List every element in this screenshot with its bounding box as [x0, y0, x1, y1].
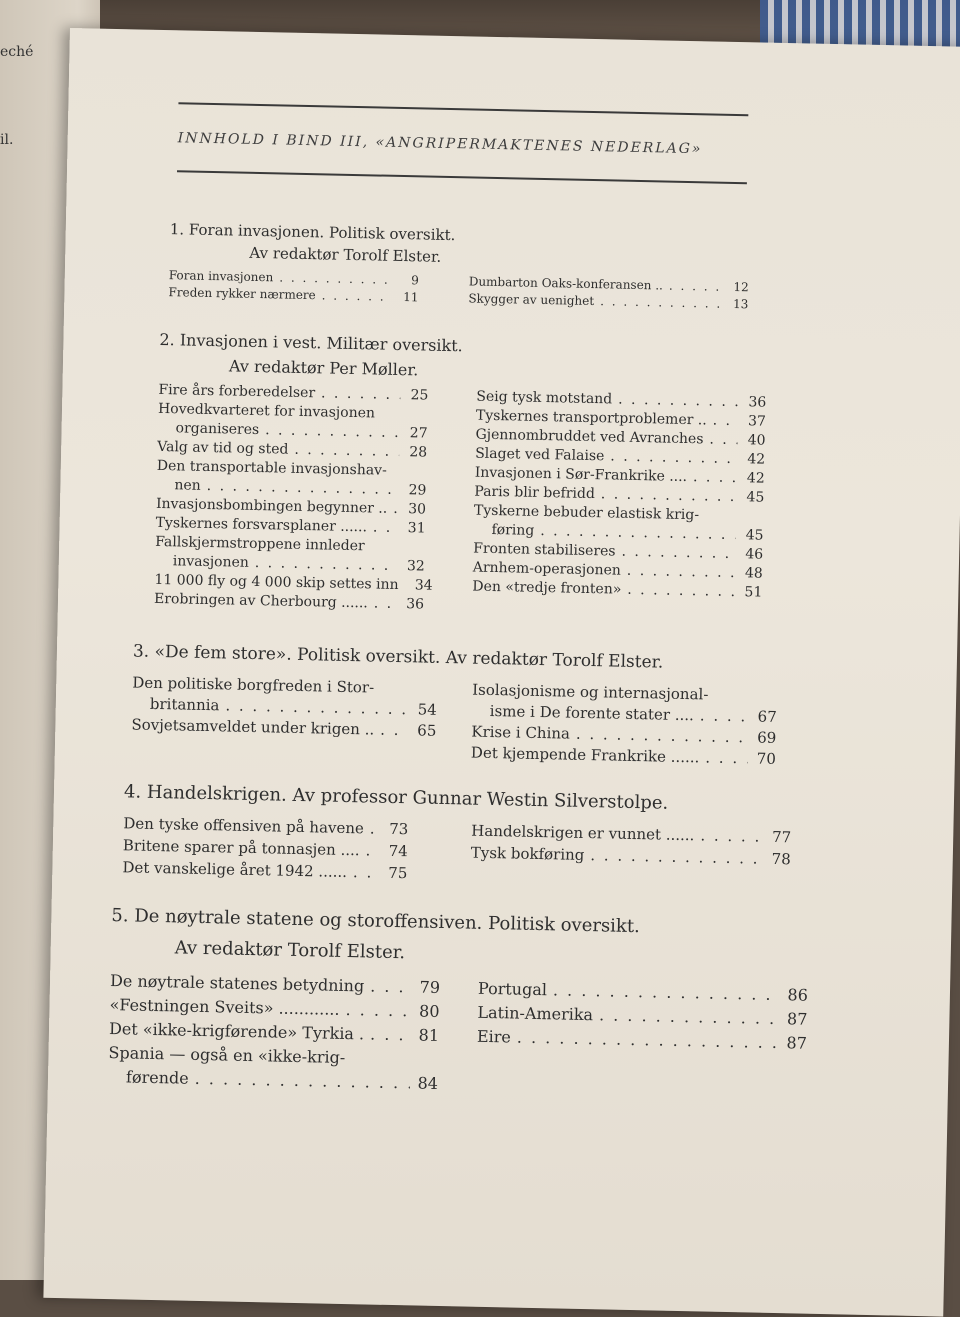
- header-rule-top: [178, 102, 748, 116]
- toc-entry-page: 69: [754, 728, 776, 746]
- leader-dots: [393, 501, 398, 517]
- leader-dots: [345, 1000, 411, 1020]
- section-title: 3. «De fem store». Politisk oversikt. Av redaktør Torolf Elster.: [133, 641, 793, 675]
- section-title: 1. Foran invasjonen. Politisk oversikt.: [170, 220, 760, 250]
- toc-entry: [122, 858, 407, 886]
- toc-column-right: [472, 389, 766, 604]
- toc-entry-title: Handelskrigen er vunnet ......: [471, 822, 695, 845]
- toc-entry-title: De nøytrale statenes betydning: [110, 971, 365, 995]
- toc-entry-title: invasjonen: [173, 553, 249, 571]
- toc-entry-title: Hovedkvarteret for invasjonen: [158, 401, 375, 422]
- leader-dots: [321, 385, 401, 403]
- toc-entry-title: Den tyske offensiven på havene: [123, 814, 364, 837]
- background-fragment: eché: [0, 44, 33, 60]
- toc-entry-page: 25: [406, 387, 428, 403]
- leader-dots: [322, 288, 391, 303]
- toc-entry-title: Britene sparer på tonnasjen ....: [123, 836, 360, 859]
- leader-dots: [380, 721, 408, 740]
- toc-column-right: [468, 274, 749, 314]
- leader-dots: [713, 413, 739, 430]
- toc-entry-page: 12: [727, 280, 749, 294]
- toc-entry-title: Krise i China: [471, 723, 570, 743]
- toc-entry-title: Tyskernes forsvarsplaner ......: [155, 515, 367, 535]
- toc-entry-title: Erobringen av Cherbourg ......: [154, 591, 368, 611]
- toc-entry-page: 70: [754, 749, 776, 767]
- toc-entry-page: 80: [417, 1001, 439, 1020]
- toc-entry-page: 78: [769, 850, 791, 868]
- toc-entry-title: Skygger av uenighet: [468, 291, 594, 308]
- toc-entry-page: 42: [743, 470, 765, 486]
- leader-dots: [576, 725, 749, 747]
- section-title: 2. Invasjonen i vest. Militær oversikt.: [159, 330, 779, 362]
- toc-entry-page: 77: [769, 828, 791, 846]
- toc-entry-page: 31: [403, 520, 425, 536]
- leader-dots: [627, 563, 735, 581]
- toc-entry-title: Seig tysk motstand: [476, 389, 612, 408]
- leader-dots: [553, 980, 780, 1004]
- toc-entry-page: 28: [405, 444, 427, 460]
- toc-entry-page: 48: [741, 565, 763, 581]
- leader-dots: [600, 294, 721, 311]
- toc-entry-title: Foran invasjonen: [169, 268, 274, 284]
- toc-entry-title: Tyskerne bebuder elastisk krig-: [474, 503, 699, 524]
- toc-entry-page: 9: [397, 273, 419, 287]
- leader-dots: [365, 841, 380, 859]
- toc-column-left: [154, 382, 429, 616]
- toc-entry-title: britannia: [150, 695, 220, 714]
- toc-entry-title: Portugal: [478, 979, 547, 999]
- toc-section-2: [154, 330, 780, 625]
- toc-entry-title: Det kjempende Frankrike ......: [471, 744, 700, 767]
- toc-entry-page: 51: [740, 584, 762, 600]
- toc-entry-page: 45: [742, 489, 764, 505]
- toc-entry-page: 79: [418, 978, 440, 997]
- toc-entry-page: 40: [743, 432, 765, 448]
- toc-entry-page: 75: [385, 864, 407, 882]
- toc-entry-page: 73: [386, 820, 408, 838]
- toc-entry-title: Invasjonen i Sør-Frankrike ....: [475, 465, 688, 485]
- leader-dots: [590, 846, 763, 868]
- toc-entry-page: 36: [402, 596, 424, 612]
- leader-dots: [255, 555, 397, 574]
- toc-entry-title: Valg av tid og sted: [157, 439, 288, 458]
- toc-entry-page: 81: [417, 1025, 439, 1044]
- leader-dots: [353, 863, 380, 882]
- toc-entry-title: Invasjonsbombingen begynner ..: [156, 496, 388, 517]
- toc-section-1: [168, 220, 760, 320]
- toc-entry-page: 42: [743, 451, 765, 467]
- toc-entry-title: 11 000 fly og 4 000 skip settes inn: [154, 572, 399, 593]
- leader-dots: [618, 392, 738, 411]
- toc-column-left: [168, 268, 419, 307]
- toc-entry-page: 74: [386, 842, 408, 860]
- toc-column-left: [122, 814, 408, 886]
- toc-entry-title: nen: [174, 477, 201, 494]
- toc-entry-title: Paris blir befridd: [474, 484, 595, 503]
- toc-entry-title: Det «ikke-krigførende» Tyrkia .: [109, 1019, 364, 1043]
- leader-dots: [669, 279, 721, 294]
- toc-entry-page: 65: [414, 721, 436, 739]
- toc-section-4: [122, 781, 804, 898]
- toc-section-5: [108, 905, 812, 1106]
- toc-entry-title: Det vanskelige året 1942 ......: [122, 858, 347, 881]
- toc-entry-title: Den politiske borgfreden i Stor-: [132, 673, 374, 696]
- leader-dots: [601, 486, 737, 505]
- section-subtitle: Av redaktør Torolf Elster.: [175, 937, 811, 971]
- toc-entry-title: Tyskernes transportproblemer ..: [476, 408, 707, 429]
- leader-dots: [279, 270, 391, 286]
- section-subtitle: Av redaktør Per Møller.: [229, 356, 779, 387]
- toc-entry-page: 11: [396, 290, 418, 304]
- toc-entry-title: Sovjetsamveldet under krigen ..: [131, 715, 374, 738]
- leader-dots: [207, 478, 399, 498]
- leader-dots: [517, 1028, 779, 1052]
- toc-entry-page: 86: [786, 985, 808, 1004]
- toc-entry-page: 84: [416, 1073, 438, 1092]
- toc-entry-page: 13: [726, 297, 748, 311]
- toc-column-left: [108, 971, 440, 1098]
- leader-dots: [709, 431, 737, 448]
- leader-dots: [621, 544, 735, 562]
- page-header: INNHOLD I BIND III, «ANGRIPERMAKTENES NEDERLAG»: [178, 130, 758, 158]
- leader-dots: [373, 519, 398, 536]
- toc-section-3: [131, 641, 793, 777]
- toc-entry-title: Fronten stabiliseres: [473, 541, 616, 560]
- toc-entry-page: 54: [415, 700, 437, 718]
- book-page: [43, 28, 960, 1317]
- toc-entry-page: 34: [410, 577, 432, 593]
- toc-entry-title: Gjennombruddet ved Avranches: [475, 427, 703, 448]
- section-title: 4. Handelskrigen. Av professor Gunnar Westin Silverstolpe.: [124, 781, 804, 816]
- toc-entry-page: 37: [744, 413, 766, 429]
- header-rule-bottom: [177, 170, 747, 184]
- toc-entry-page: 36: [744, 394, 766, 410]
- toc-entry-title: «Festningen Sveits» ............: [109, 995, 339, 1019]
- leader-dots: [374, 595, 397, 611]
- leader-dots: [610, 448, 737, 467]
- toc-column-right: [477, 979, 808, 1058]
- background-fragment: il.: [0, 132, 13, 148]
- toc-entry-page: 45: [741, 527, 763, 543]
- toc-entry-title: Latin-Amerika: [477, 1003, 593, 1024]
- toc-entry-page: 87: [785, 1009, 807, 1028]
- toc-entry-title: Arnhem-operasjonen: [473, 560, 621, 579]
- leader-dots: [627, 582, 734, 600]
- leader-dots: [370, 976, 412, 996]
- toc-entry-title: isme i De forente stater ....: [490, 702, 694, 724]
- toc-entry-title: Tysk bokføring: [471, 844, 585, 864]
- toc-entry-page: 32: [403, 558, 425, 574]
- toc-column-left: [131, 673, 437, 742]
- leader-dots: [599, 1005, 780, 1028]
- toc-entry-title: Fire års forberedelser: [158, 382, 315, 401]
- toc-entry-title: organiseres: [175, 420, 259, 438]
- section-title: 5. De nøytrale statene og storoffensiven. Politisk oversikt.: [111, 905, 811, 941]
- leader-dots: [370, 1025, 411, 1045]
- leader-dots: [693, 469, 737, 486]
- toc-entry-title: Slaget ved Falaise: [475, 446, 605, 465]
- toc-entry-title: Dumbarton Oaks-konferansen ..: [469, 274, 663, 292]
- leader-dots: [195, 1069, 411, 1093]
- toc-column-right: [471, 822, 792, 873]
- toc-entry-title: Eire: [477, 1027, 511, 1047]
- leader-dots: [225, 696, 409, 718]
- toc-entry-title: Fallskjermstroppene innleder: [155, 534, 365, 554]
- leader-dots: [705, 748, 748, 767]
- toc-entry-page: 30: [404, 501, 426, 517]
- toc-entry-page: 27: [405, 425, 427, 441]
- toc-entry-title: Den «tredje fronten»: [472, 579, 621, 598]
- toc-entry-title: Spania — også en «ikke-krig-: [108, 1043, 345, 1067]
- toc-entry-title: føring: [491, 522, 534, 539]
- toc-entry-page: 87: [785, 1033, 807, 1052]
- toc-entry-title: Freden rykker nærmere: [168, 285, 316, 302]
- leader-dots: [294, 442, 399, 460]
- leader-dots: [370, 819, 381, 837]
- toc-entry-page: 46: [741, 546, 763, 562]
- leader-dots: [700, 826, 763, 845]
- toc-column-right: [471, 681, 778, 771]
- toc-entry-title: førende: [126, 1067, 189, 1087]
- section-subtitle: Av redaktør Torolf Elster.: [249, 244, 759, 273]
- toc-entry-page: 29: [404, 482, 426, 498]
- leader-dots: [265, 422, 400, 441]
- toc-entry-title: Den transportable invasjonshav-: [157, 458, 387, 479]
- leader-dots: [540, 523, 736, 543]
- toc-entry-page: 67: [755, 707, 777, 725]
- leader-dots: [700, 706, 749, 725]
- toc-entry-title: Isolasjonisme og internasjonal-: [472, 681, 709, 704]
